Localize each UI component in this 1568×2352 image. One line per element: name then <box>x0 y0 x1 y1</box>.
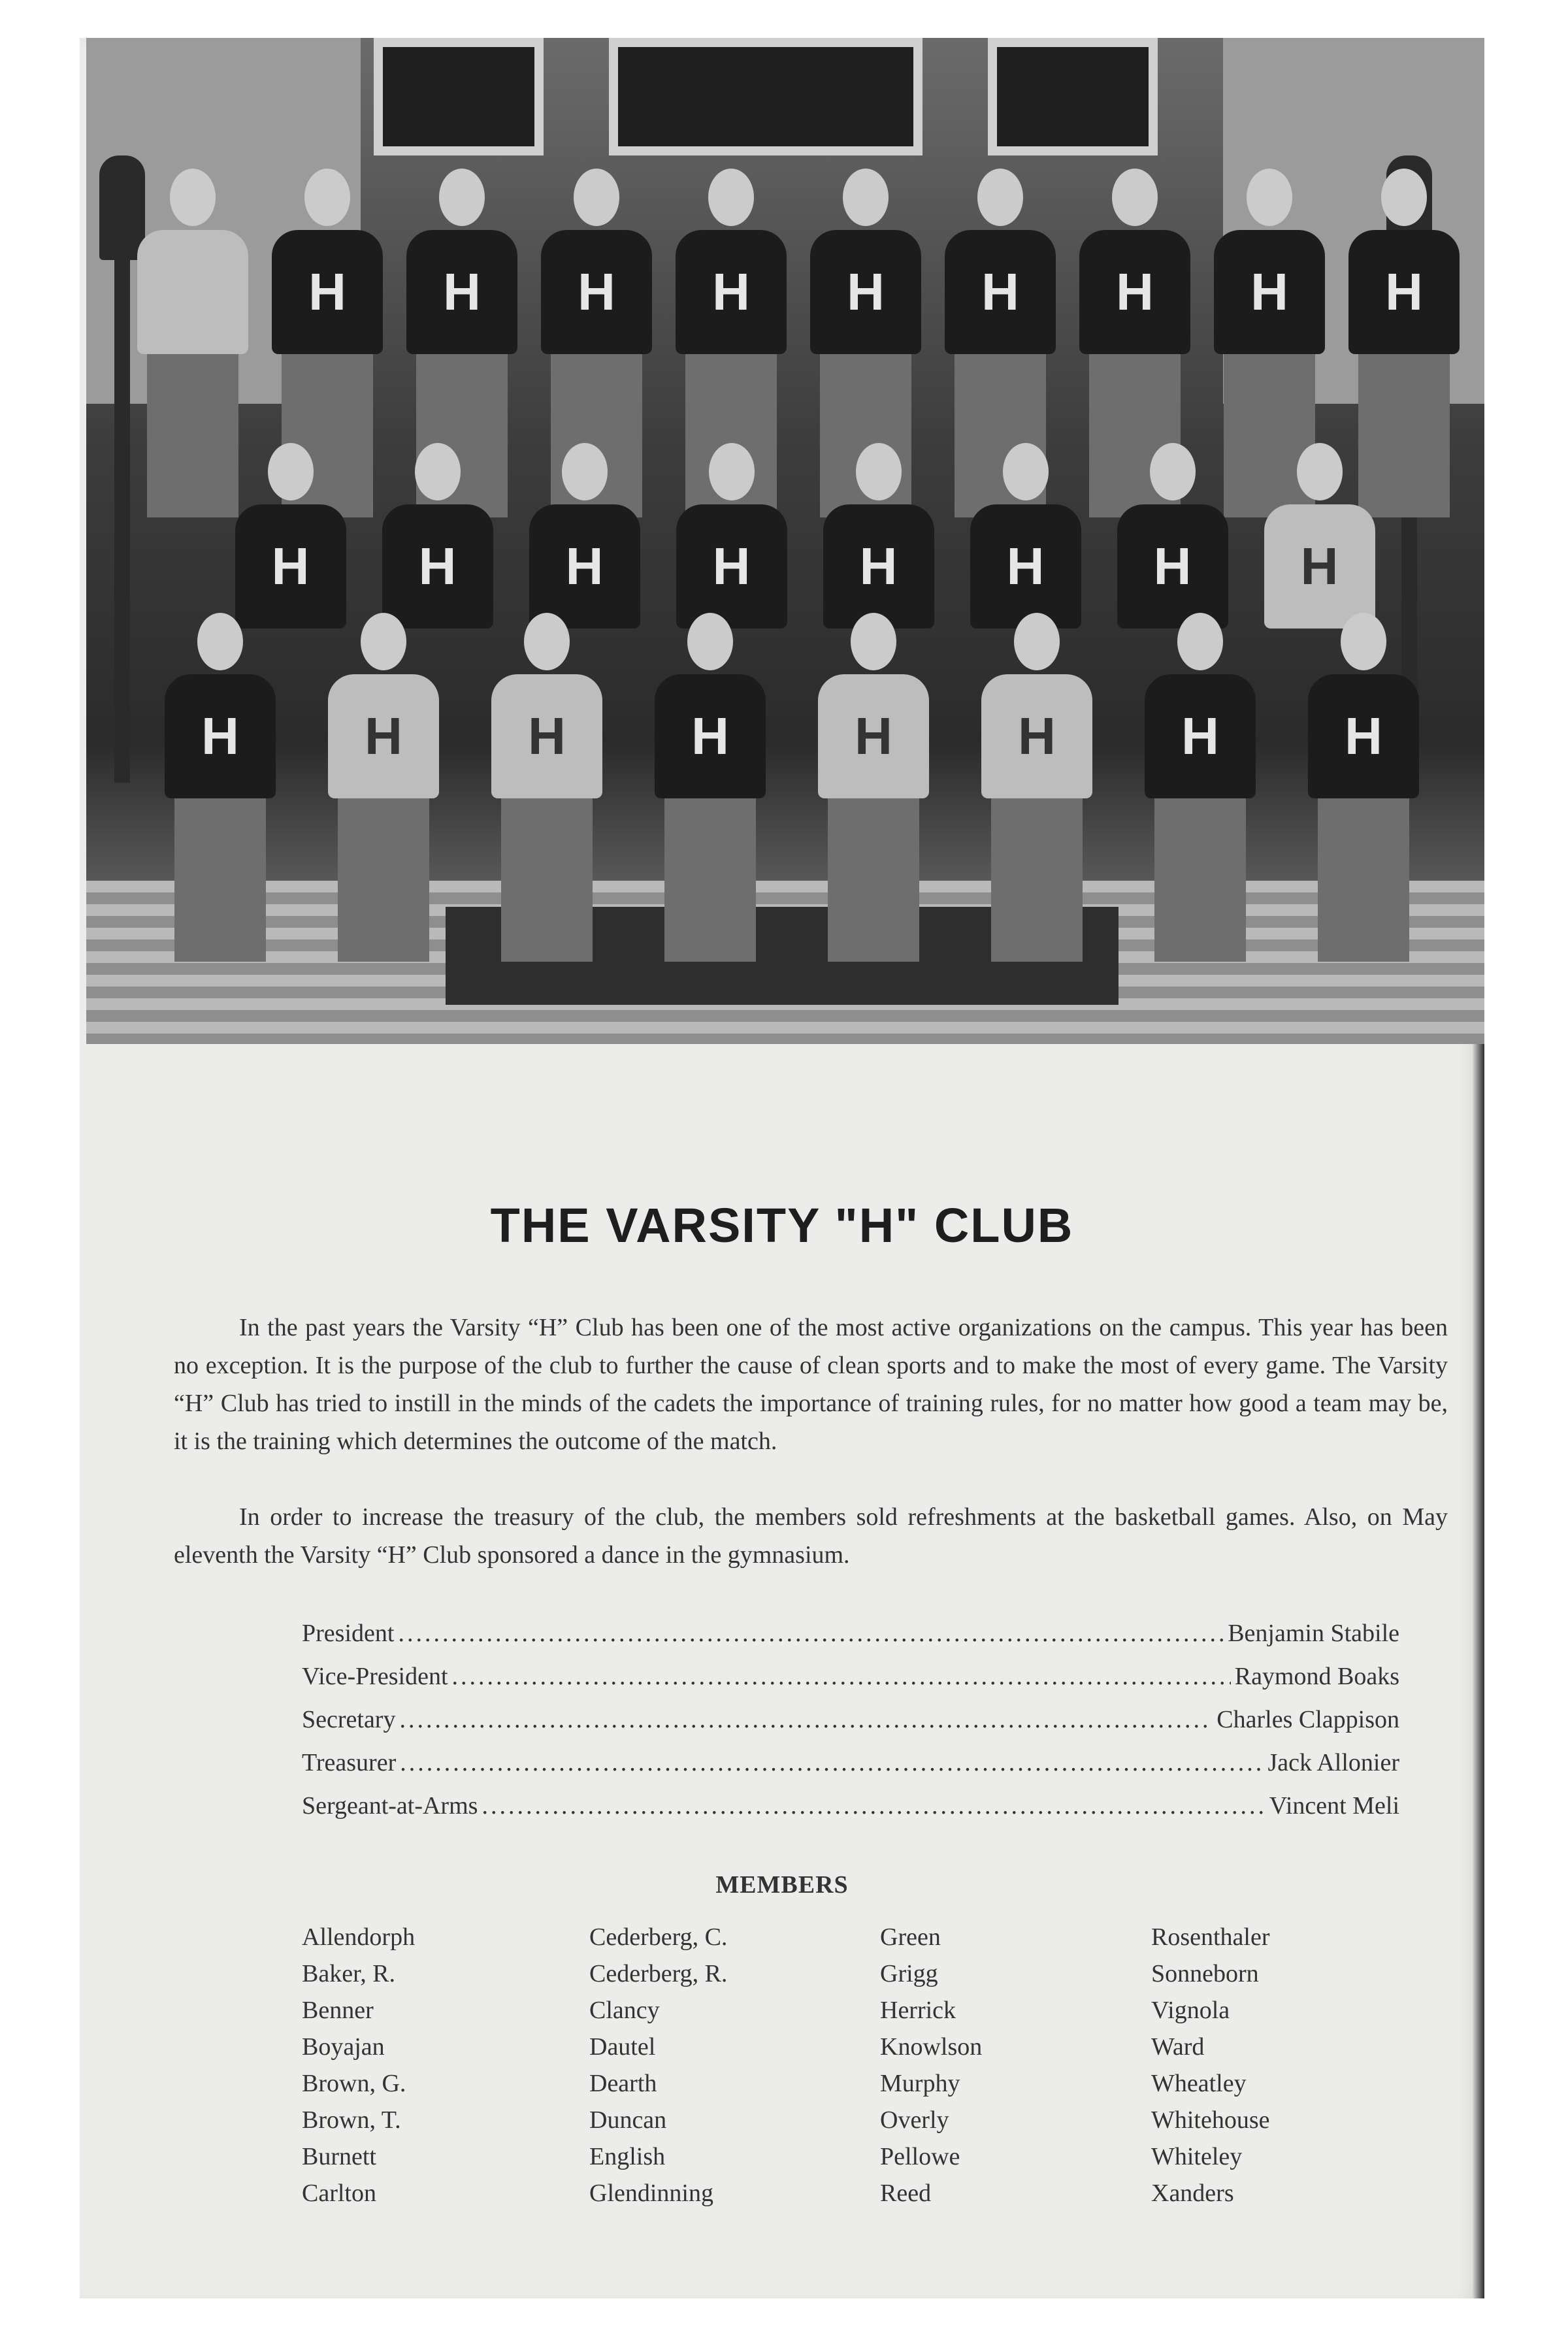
person: H <box>676 169 787 517</box>
person: H <box>491 613 602 962</box>
member-name: English <box>589 2143 666 2170</box>
person: H <box>818 613 929 962</box>
member-name: Cederberg, R. <box>589 1960 728 1987</box>
door-window <box>609 38 923 155</box>
person: H <box>272 169 383 517</box>
officer-name: Benjamin Stabile <box>1228 1620 1399 1647</box>
member-name: Sonneborn <box>1151 1960 1259 1987</box>
member-name: Grigg <box>880 1960 938 1987</box>
member-name: Herrick <box>880 1997 956 2024</box>
person: H <box>945 169 1056 517</box>
intro-paragraph: In the past years the Varsity “H” Club has been one of the most active organizations on the campus. This year has been no exception. It is the purpose of the club to further the cause of clean sports and to make the most of every game. The Varsity “H” Club has tried to instill in the minds of the cadets the importance of training rules, for no matter how good a team may be, it is the training which determines the outcome of the match. <box>174 1314 1448 1455</box>
members-column <box>880 1923 982 2215</box>
member-name: Allendorph <box>302 1923 416 1951</box>
member-name: Benner <box>302 1997 374 2024</box>
member-name: Knowlson <box>880 2033 983 2061</box>
member-name: Dautel <box>589 2033 656 2061</box>
person: H <box>1117 443 1228 629</box>
member-name: Vignola <box>1151 1997 1230 2024</box>
leader-dots <box>452 1662 1231 1691</box>
officer-name: Raymond Boaks <box>1234 1663 1399 1690</box>
photo-row-middle <box>217 443 1393 629</box>
leader-dots <box>398 1619 1224 1648</box>
door-window <box>374 38 544 155</box>
member-name: Murphy <box>880 2070 960 2097</box>
person: H <box>406 169 517 517</box>
members-column <box>589 1923 727 2215</box>
person: H <box>382 443 493 629</box>
member-name: Green <box>880 1923 941 1951</box>
person: H <box>1145 613 1256 962</box>
member-name: Burnett <box>302 2143 376 2170</box>
members-column <box>302 1923 415 2215</box>
officer-role: Treasurer <box>302 1749 397 1776</box>
member-name: Glendinning <box>589 2180 713 2207</box>
officer-row <box>302 1619 1399 1662</box>
officer-role: Vice-President <box>302 1663 448 1690</box>
officer-role: Secretary <box>302 1706 396 1733</box>
yearbook-page <box>80 38 1484 2298</box>
members-column <box>1151 1923 1270 2215</box>
officer-role: President <box>302 1620 395 1647</box>
officer-name: Charles Clappison <box>1217 1706 1399 1733</box>
member-name: Dearth <box>589 2070 657 2097</box>
club-group-photo <box>86 38 1484 1044</box>
person: H <box>1308 613 1419 962</box>
member-name: Clancy <box>589 1997 660 2024</box>
member-name: Whiteley <box>1151 2143 1243 2170</box>
photo-row-front <box>139 613 1445 962</box>
page-title: THE VARSITY "H" CLUB <box>490 1198 1074 1252</box>
officer-row <box>302 1705 1399 1748</box>
member-name: Ward <box>1151 2033 1205 2061</box>
person: H <box>1348 169 1460 517</box>
person: H <box>970 443 1081 629</box>
member-name: Baker, R. <box>302 1960 396 1987</box>
leader-dots <box>482 1791 1265 1820</box>
person: H <box>1214 169 1325 517</box>
member-name: Whitehouse <box>1151 2106 1270 2134</box>
officer-row <box>302 1791 1399 1835</box>
officer-name: Jack Allonier <box>1267 1749 1399 1776</box>
officer-row <box>302 1748 1399 1791</box>
member-name: Boyajan <box>302 2033 385 2061</box>
person: H <box>810 169 921 517</box>
member-name: Pellowe <box>880 2143 960 2170</box>
person: H <box>235 443 346 629</box>
person: H <box>541 169 652 517</box>
member-name: Carlton <box>302 2180 376 2207</box>
person: H <box>676 443 787 629</box>
person: H <box>823 443 934 629</box>
member-name: Overly <box>880 2106 949 2134</box>
member-name: Wheatley <box>1151 2070 1247 2097</box>
member-name: Brown, T. <box>302 2106 401 2134</box>
leader-dots <box>399 1705 1213 1734</box>
member-name: Duncan <box>589 2106 667 2134</box>
person: H <box>981 613 1092 962</box>
person: H <box>165 613 276 962</box>
officer-row <box>302 1662 1399 1705</box>
person: H <box>1079 169 1190 517</box>
person: H <box>1264 443 1375 629</box>
member-name: Xanders <box>1151 2180 1234 2207</box>
treasury-paragraph: In order to increase the treasury of the club, the members sold refreshments at the basketball games. Also, on May eleventh the Varsity “H” Club sponsored a dance in the gymnasium. <box>174 1503 1448 1569</box>
person: H <box>655 613 766 962</box>
officer-role: Sergeant-at-Arms <box>302 1792 478 1820</box>
leader-dots <box>400 1748 1264 1777</box>
member-name: Cederberg, C. <box>589 1923 728 1951</box>
door-window <box>988 38 1158 155</box>
member-name: Brown, G. <box>302 2070 406 2097</box>
person: H <box>328 613 439 962</box>
person: H <box>529 443 640 629</box>
members-heading: MEMBERS <box>715 1871 849 1899</box>
member-name: Rosenthaler <box>1151 1923 1270 1951</box>
officer-name: Vincent Meli <box>1269 1792 1399 1820</box>
member-name: Reed <box>880 2180 932 2207</box>
officer-list <box>302 1619 1399 1835</box>
